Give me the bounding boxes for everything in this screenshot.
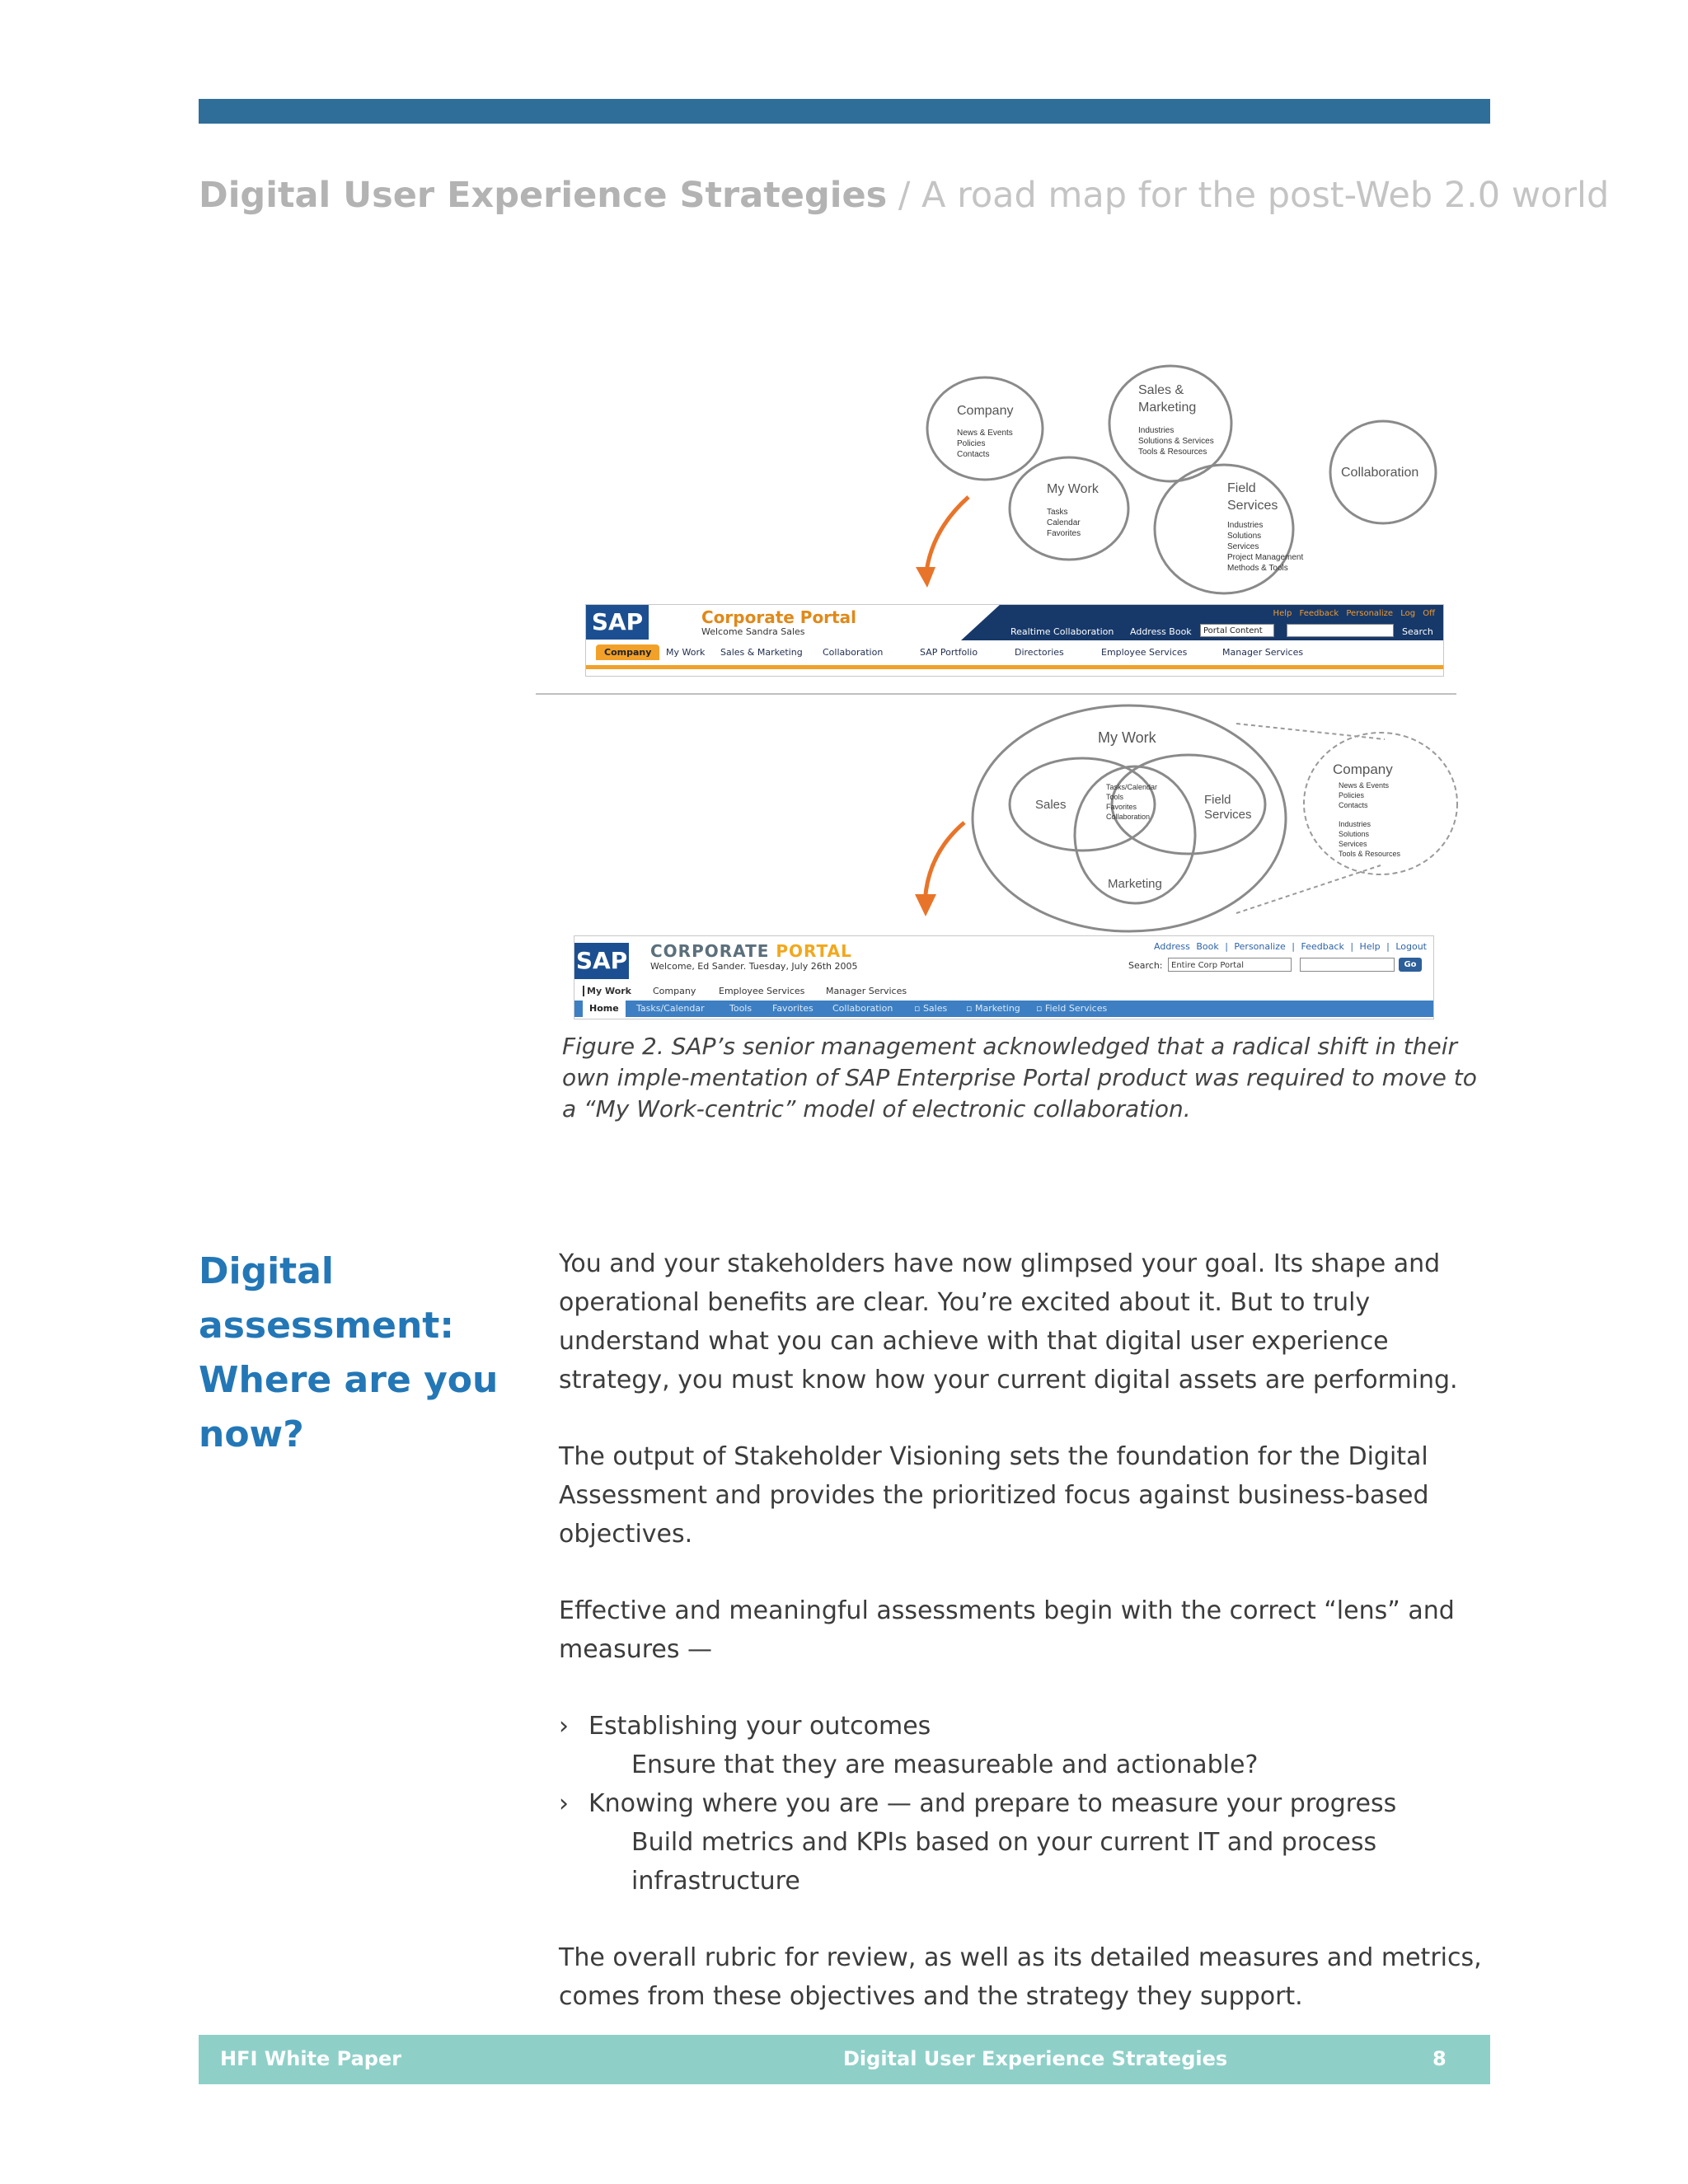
portal1-select: Portal Content [1200,624,1274,637]
bullet-marker: › [559,1789,569,1818]
portal1-address-book: Address Book [1130,626,1192,637]
portal1-links: Help Feedback Personalize Log Off [1273,609,1435,618]
portal2-welcome: Welcome, Ed Sander. Tuesday, July 26th 2005 [650,961,858,972]
portal2-nav-secondary [574,1001,1433,1017]
section-body [559,1244,1498,2054]
portal2-subnav-item: ▫ Sales [914,1003,948,1014]
svg-text:Marketing: Marketing [1108,877,1162,891]
bullet-marker: › [559,1712,569,1741]
svg-text:Tools & Resources: Tools & Resources [1138,448,1207,457]
svg-text:Company: Company [1333,762,1393,777]
svg-text:Sales &: Sales & [1138,383,1184,397]
svg-text:Solutions & Services: Solutions & Services [1138,437,1214,446]
portal2-subnav-item: Tools [729,1003,753,1014]
svg-text:My Work: My Work [1098,729,1156,746]
svg-text:Solutions: Solutions [1227,532,1262,541]
svg-text:Tools & Resources: Tools & Resources [1339,850,1401,858]
portal-screenshot-2 [574,935,1434,1019]
svg-text:Services: Services [1204,808,1252,822]
svg-text:Collaboration: Collaboration [1106,813,1151,821]
paragraph: Effective and meaningful assessments begin with the correct “lens” and measures — [559,1596,1455,1664]
svg-text:Tasks/Calendar: Tasks/Calendar [1106,783,1158,791]
portal1-nav-item: Company [596,644,659,660]
svg-text:Services: Services [1227,499,1278,513]
page-number: 8 [1432,2047,1447,2070]
portal2-title: CORPORATE PORTAL [650,941,852,961]
figure-caption: Figure 2. SAP’s senior management acknowledged that a radical shift in their own imple-mentation of SAP Enterprise Portal product was required to move to a “My Work-centric” model of electronic collaboration. [562,1033,1477,1122]
section-title: Digital assessment: Where are you now? [199,1250,499,1455]
sap-logo: SAP [586,605,649,640]
header-subtitle: / A road map for the post-Web 2.0 world [887,175,1610,216]
portal1-realtime: Realtime Collaboration [1010,626,1114,637]
svg-text:Solutions: Solutions [1339,830,1370,838]
svg-text:Contacts: Contacts [957,450,990,459]
svg-text:Contacts: Contacts [1339,801,1368,809]
header-title: Digital User Experience Strategies [199,175,888,216]
svg-text:Collaboration: Collaboration [1341,466,1419,480]
svg-text:Policies: Policies [1339,791,1365,799]
footer-center: Digital User Experience Strategies [843,2047,1228,2070]
svg-text:Methods & Tools: Methods & Tools [1227,564,1288,573]
portal2-subnav-item: Tasks/Calendar [636,1003,705,1014]
portal2-subnav-item: ▫ Field Services [1036,1003,1108,1014]
footer-left: HFI White Paper [220,2047,402,2070]
svg-text:Policies: Policies [957,439,986,448]
svg-text:Favorites: Favorites [1106,803,1137,811]
page-footer [199,2035,1490,2084]
page-header [199,175,1609,216]
figure-2 [536,354,1467,1030]
paragraph: The output of Stakeholder Visioning sets the foundation for the Digital Assessment and provides the prioritized focus against business-based objectives. [559,1442,1429,1549]
portal1-welcome: Welcome Sandra Sales [701,626,805,637]
portal2-subnav-item: ▫ Marketing [966,1003,1020,1014]
list-item-detail: Ensure that they are measureable and actionable? [631,1750,1259,1779]
portal2-search-label: Search: [1128,960,1163,971]
portal2-nav-item: Company [653,986,696,996]
sap-logo-2: SAP [574,943,629,979]
portal1-nav-item: SAP Portfolio [920,647,978,658]
projection-lines [1236,724,1385,913]
portal2-select: Entire Corp Portal [1168,958,1292,972]
portal2-nav-item: My Work [583,986,631,996]
header-rule [199,99,1490,124]
svg-text:Project Management: Project Management [1227,553,1304,562]
list-item: › Knowing where you are — and prepare to measure your progress [559,1784,1498,1823]
portal-screenshot-1 [585,604,1444,677]
portal1-search-label: Search [1402,626,1433,637]
svg-text:Field: Field [1204,793,1231,807]
arrow-2 [925,823,964,907]
bubble-field-services [1155,465,1293,593]
svg-text:Tools: Tools [1106,793,1124,801]
portal1-nav-item: Sales & Marketing [720,647,803,658]
portal2-nav-item: Employee Services [719,986,805,996]
portal2-subnav-item: Collaboration [832,1003,893,1014]
portal1-nav-item: Directories [1015,647,1064,658]
svg-text:Field: Field [1227,481,1256,495]
paragraph: The overall rubric for review, as well as its detailed measures and metrics, comes from these objectives and the strategy they support. [559,1943,1482,2011]
list-item-detail: Build metrics and KPIs based on your current IT and process infrastructure [631,1828,1377,1896]
portal2-nav-item: Manager Services [826,986,907,996]
portal1-nav-item: Collaboration [823,647,884,658]
portal1-nav-item: Manager Services [1222,647,1304,658]
bubble-company-title: Company [957,404,1014,418]
svg-text:Industries: Industries [1339,820,1372,828]
bubble-mywork [1010,457,1128,560]
portal1-nav [586,640,1443,669]
portal1-nav-item: Employee Services [1101,647,1188,658]
svg-text:Sales: Sales [1035,798,1067,812]
svg-text:Calendar: Calendar [1047,518,1081,527]
figure-diagram [536,354,1467,1030]
svg-text:Industries: Industries [1138,426,1175,435]
svg-text:Services: Services [1339,840,1367,848]
svg-text:Tasks: Tasks [1047,508,1068,517]
svg-text:News & Events: News & Events [1339,781,1390,790]
svg-text:Industries: Industries [1227,521,1264,530]
portal2-nav-primary [574,982,1433,999]
portal1-search-box [1287,624,1394,637]
arrow-1-head [916,567,935,588]
portal1-title: Corporate Portal [701,607,856,627]
bullet-list [559,1707,1498,1900]
svg-text:Services: Services [1227,542,1259,551]
portal2-links: Address Book | Personalize | Feedback | Help | Logout [1154,941,1427,952]
portal1-nav-item: My Work [666,647,706,658]
svg-text:Marketing: Marketing [1138,401,1197,415]
portal2-subnav-item: Favorites [772,1003,814,1014]
list-item: › Establishing your outcomes [559,1707,1498,1746]
svg-text:News & Events: News & Events [957,429,1013,438]
arrow-2-head [915,894,936,916]
paragraph: You and your stakeholders have now glimpsed your goal. Its shape and operational benefits are clear. You’re excited about it. But to truly understand what you can achieve with that digital user experience strategy, you must know how your current digital assets are performing. [559,1249,1458,1394]
portal2-go: Go [1399,958,1422,972]
arrow-1 [926,497,968,579]
svg-text:My Work: My Work [1047,482,1099,496]
portal2-subnav-item: Home [583,1001,626,1017]
portal2-search-box [1300,958,1395,972]
svg-text:Favorites: Favorites [1047,529,1081,538]
